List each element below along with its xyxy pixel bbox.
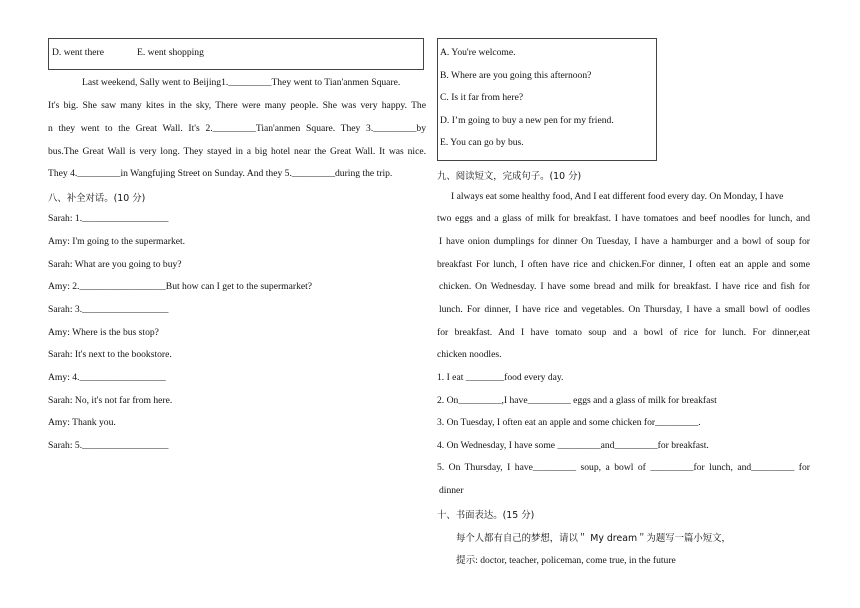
dialogue-line: Amy: 4.__________________ (48, 372, 166, 383)
dialogue-line: Sarah: 3.__________________ (48, 304, 169, 315)
options-box-right (437, 38, 657, 161)
section-9-title: 九、阅读短文，完成句子。(10 分) (437, 171, 582, 182)
option-d: D. went there (52, 47, 104, 58)
options-box-left (48, 38, 424, 70)
writing-prompt: 每个人都有自己的梦想，请以＂ My dream＂为题写一篇小短文， (456, 533, 731, 544)
option-c: C. Is it far from here? (440, 92, 524, 103)
reading-line: I always eat some healthy food, And I eat different food every day. On Monday, I have (451, 191, 784, 202)
writing-hint: 提示: doctor, teacher, policeman, come true, in the future (456, 555, 676, 566)
question-3: 3. On Tuesday, I often eat an apple and some chicken for_________. (437, 417, 701, 428)
reading-line: for breakfast. And I have tomato soup and a bowl of rice for lunch. For dinner,eat (437, 327, 810, 338)
passage-line: Last weekend, Sally went to Beijing1._________They went to Tian'anmen Square. (82, 77, 401, 88)
question-5-cont: dinner (439, 485, 464, 496)
dialogue-line: Sarah: It's next to the bookstore. (48, 349, 172, 360)
reading-line: two eggs and a glass of milk for breakfast. I have tomatoes and beef noodles for lunch, and (437, 213, 810, 224)
dialogue-line: Sarah: What are you going to buy? (48, 259, 182, 270)
reading-line: lunch. For dinner, I have rice and vegetables. On Thursday, I have a small bowl of oodles (439, 304, 810, 315)
passage-line: n they went to the Great Wall. It's 2._________Tian'anmen Square. They 3._________by (48, 123, 426, 134)
question-1: 1. I eat ________food every day. (437, 372, 564, 383)
option-b: B. Where are you going this afternoon? (440, 70, 592, 81)
reading-line: I have onion dumplings for dinner On Tuesday, I have a hamburger and a bowl of soup for (439, 236, 810, 247)
dialogue-line: Amy: 2.__________________But how can I get to the supermarket? (48, 281, 313, 292)
question-5: 5. On Thursday, I have_________ soup, a bowl of _________for lunch, and_________ for (437, 462, 810, 473)
option-a: A. You're welcome. (440, 47, 516, 58)
option-d: D. I’m going to buy a new pen for my friend. (440, 115, 614, 126)
option-e: E. You can go by bus. (440, 137, 524, 148)
dialogue-line: Sarah: 5.__________________ (48, 440, 169, 451)
question-4: 4. On Wednesday, I have some _________and_________for breakfast. (437, 440, 709, 451)
section-8-title: 八、补全对话。(10 分) (48, 193, 146, 204)
dialogue-line: Sarah: No, it's not far from here. (48, 395, 173, 406)
dialogue-line: Amy: Thank you. (48, 417, 116, 428)
dialogue-line: Amy: Where is the bus stop? (48, 327, 159, 338)
passage-line: They 4._________in Wangfujing Street on Sunday. And they 5._________during the trip. (48, 168, 393, 179)
section-10-title: 十、书面表达。(15 分) (437, 510, 535, 521)
reading-line: chicken noodles. (437, 349, 502, 360)
question-2: 2. On_________,I have_________ eggs and a glass of milk for breakfast (437, 395, 717, 406)
dialogue-line: Amy: I'm going to the supermarket. (48, 236, 186, 247)
option-e: E. went shopping (137, 47, 204, 58)
reading-line: chicken. On Wednesday. I have some bread and milk for breakfast. I have rice and fish for (439, 281, 810, 292)
passage-line: It's big. She saw many kites in the sky, There were many people. She was very happy. The (48, 100, 426, 111)
reading-line: breakfast For lunch, I often have rice and chicken.For dinner, I often eat an apple and some (437, 259, 810, 270)
dialogue-line: Sarah: 1.__________________ (48, 213, 169, 224)
passage-line: bus.The Great Wall is very long. They stayed in a big hotel near the Great Wall. It was nice. (48, 146, 426, 157)
